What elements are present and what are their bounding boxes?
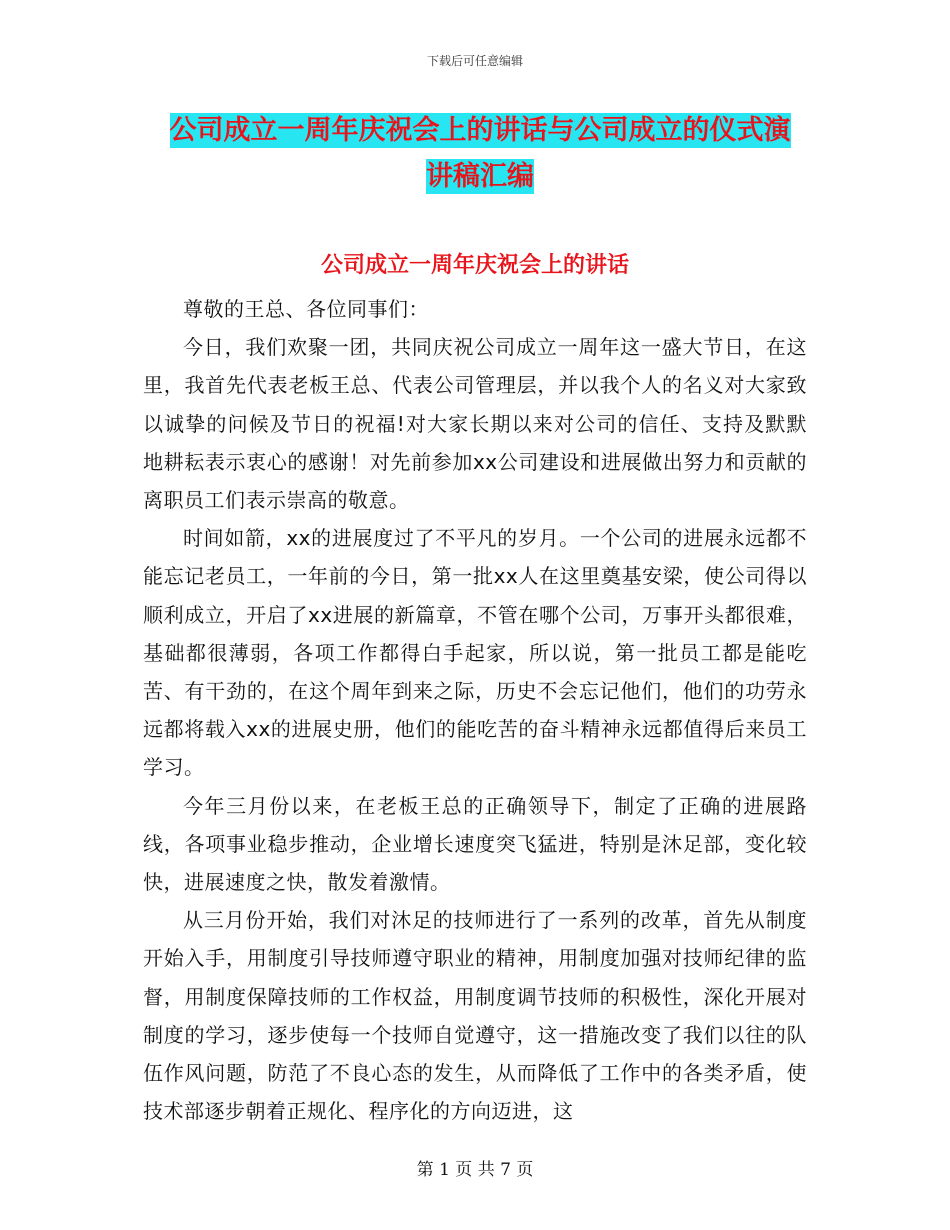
body-text — [143, 290, 807, 1130]
paragraph: 尊敬的王总、各位同事们： — [183, 297, 429, 321]
paragraph: 今年三月份以来，在老板王总的正确领导下，制定了正确的进展路线，各项事业稳步推动，企业增长速度突飞猛进，特别是沐足部，变化较快，进展速度之快，散发着激情。 — [143, 793, 807, 895]
document-title-line-2: 讲稿汇编 — [426, 161, 534, 192]
paragraph: 时间如箭，xx的进展度过了不平凡的岁月。一个公司的进展永远都不能忘记老员工，一年前的今日，第一批xx人在这里奠基安梁，使公司得以顺利成立，开启了xx进展的新篇章，不管在哪个公司，万事开头都很难，基础都很薄弱，各项工作都得白手起家，所以说，第一批员工都是能吃苦、有干劲的，在这个周年到来之际，历史不会忘记他们，他们的功劳永远都将载入xx的进展史册，他们的能吃苦的奋斗精神永远都值得后来员工学习。 — [143, 526, 807, 780]
section-title: 公司成立一周年庆祝会上的讲话 — [320, 253, 629, 278]
page-footer: 第 1 页 共 7 页 — [416, 1160, 534, 1180]
document-title-line-1: 公司成立一周年庆祝会上的讲话与公司成立的仪式演 — [169, 115, 791, 146]
document-title — [140, 108, 820, 200]
paragraph: 从三月份开始，我们对沐足的技师进行了一系列的改革，首先从制度开始入手，用制度引导技师遵守职业的精神，用制度加强对技师纪律的监督，用制度保障技师的工作权益，用制度调节技师的积极性，深化开展对制度的学习，逐步使每一个技师自觉遵守，这一措施改变了我们以往的队伍作风问题，防范了不良心态的发生，从而降低了工作中的各类矛盾，使技术部逐步朝着正规化、程序化的方向迈进，这 — [143, 908, 807, 1124]
header-note: 下载后可任意编辑 — [426, 54, 523, 68]
paragraph: 今日，我们欢聚一团，共同庆祝公司成立一周年这一盛大节日，在这里，我首先代表老板王总、代表公司管理层，并以我个人的名义对大家致以诚挚的问候及节日的祝福!对大家长期以来对公司的信任、支持及默默地耕耘表示衷心的感谢！对先前参加xx公司建设和进展做出努力和贡献的离职员工们表示崇高的敬意。 — [143, 335, 807, 513]
